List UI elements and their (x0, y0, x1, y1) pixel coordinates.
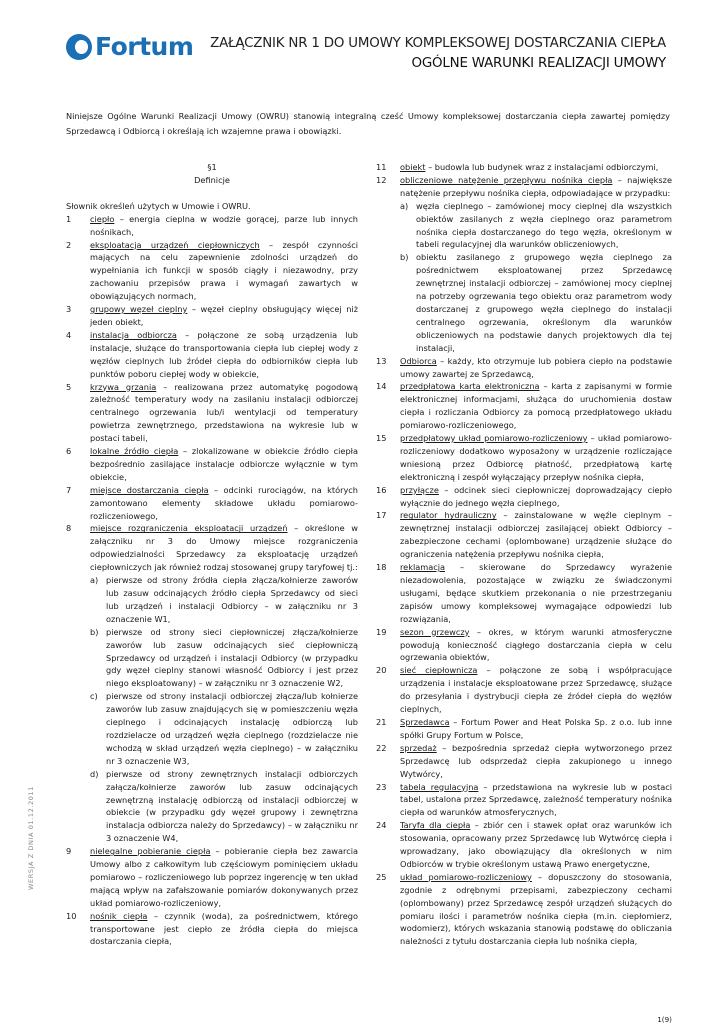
definition-item (376, 174, 672, 355)
definition-term: regulator hydrauliczny (400, 510, 497, 521)
definition-text (400, 561, 672, 626)
definition-term: sieć ciepłownicza (400, 665, 478, 676)
definition-term: Odbiorca (400, 355, 437, 366)
definition-number: 5 (66, 381, 72, 392)
definition-number: 25 (376, 871, 387, 882)
definition-body: – dopuszczony do stosowania, zgodnie z odrębnymi przepisami, zabezpieczony cechami (oplombowany) przez Sprzedawcę zespół urządzeń służących do pomiaru ilości i parametrów nośnika ciepła (m.in. ciepłomierz, wodomierz), których wskazania stanowią podstawę do obliczania należności z tytułu dostarczania ciepła lub nośnika ciepła, (400, 871, 672, 947)
definition-term: miejsce dostarczania ciepła (90, 484, 209, 495)
version-note: WERSJA Z DNIA 01.12.2011 (27, 786, 35, 890)
definition-number: 13 (376, 355, 387, 366)
subitem-text: pierwsze od strony źródła ciepła złącza/kołnierze zaworów lub zasuw odcinających źródło ciepła Sprzedawcy od sieci lub urządzeń i instalacji Odbiorcy – w załączniku nr 3 oznaczenie W1, (106, 575, 358, 624)
definition-number: 6 (66, 446, 72, 457)
definition-text (400, 626, 672, 665)
definition-item (66, 445, 358, 484)
definition-term: reklamacja (400, 562, 446, 573)
definition-text (90, 522, 358, 845)
definition-text (90, 239, 358, 304)
definition-text (400, 819, 672, 871)
subitem-text: obiektu zasilanego z grupowego węzła cieplnego za pośrednictwem eksploatowanej przez Sprzedawcę zewnętrznej instalacji odbiorczej – zamówionej mocy cieplnej na potrzeby ogrzewania tego obiektu oraz parametrom wody dostarczanej z grupowego węzła cieplnego do instalacji centralnego ogrzewania, określonym dla warunków obliczeniowych na podstawie danych projektowych dla tej instalacji, (416, 252, 672, 353)
definition-number: 21 (376, 716, 387, 727)
subitem-letter: b) (90, 626, 99, 637)
definition-body: – odcinek sieci ciepłowniczej doprowadzający ciepło wyłącznie do jednego węzła cieplnego, (400, 484, 672, 508)
definition-text (400, 871, 672, 948)
definition-item (376, 871, 672, 948)
definition-term: Sprzedawca (400, 716, 450, 727)
definition-body: – pobieranie ciepła bez zawarcia Umowy albo z całkowitym lub częściowym pominięciem układu pomiarowo – rozliczeniowego lub poprzez ingerencję w ten układ mającą wpływ na zafałszowanie pomiarów dokonywanych przez układ pomiarowo-rozliczeniowy, (90, 846, 358, 908)
definition-body: – skierowane do Sprzedawcy wyrażenie niezadowolenia, pozostające w związku ze świadczonymi usługami, będące skutkiem przekonania o nie przestrzeganiu zapisów umowy kompleksowej wymagające odpowiedzi lub rozwiązania, (400, 562, 672, 624)
definition-item (66, 329, 358, 381)
subitem-text: pierwsze od strony instalacji odbiorczej złącza/lub kołnierze zaworów lub zasuw znajdujących się w pomieszczeniu węzła cieplnego i odcinających instalację odbiorczą lub rozdzielacze od urządzeń węzła cieplnego (rozdzielacze nie wchodzą w skład urządzeń węzła cieplnego) – w załączniku nr 3 oznaczenie W3, (106, 691, 358, 766)
definition-text (400, 355, 672, 381)
definition-text (400, 174, 672, 355)
definition-text (400, 781, 672, 820)
definition-term: miejsce rozgraniczenia eksploatacji urządzeń (90, 523, 288, 534)
definition-item (376, 432, 672, 484)
page-number: 1(9) (657, 1015, 672, 1024)
definition-body: – połączone ze sobą i współpracujące urządzenia i instalacje eksploatowane przez Sprzedawcę, służące do przesyłania i dystrybucji ciepła ze źródeł ciepła do węzłów cieplnych, (400, 665, 672, 715)
subitem-text: pierwsze od strony zewnętrznych instalacji odbiorczych załącza/kołnierze zaworów lub zasuw odcinających zewnętrzną instalację odbiorczą od instalacji odbiorczej w obiekcie (w przypadku gdy węzeł grupowy i zewnętrzna instalacja odbiorcza należy do Sprzedawcy) – w załączniku nr 3 oznaczenie W4, (106, 768, 358, 844)
definition-item (66, 239, 358, 304)
definition-text (90, 484, 358, 523)
definition-body: – zlokalizowane w obiekcie źródło ciepła bezpośrednio zasilające instalacje odbiorcze wyłącznie w tym obiekcie, (90, 446, 358, 482)
subitem-letter: a) (400, 200, 409, 211)
definition-item (376, 742, 672, 781)
definition-subitem (90, 626, 358, 691)
definition-item (376, 819, 672, 871)
definition-term: Taryfa dla ciepła (400, 820, 471, 831)
definition-term: tabela regulacyjna (400, 781, 479, 792)
definition-number: 19 (376, 626, 387, 637)
subitem-text: węzła cieplnego – zamówionej mocy cieplnej dla wszystkich obiektów zasilanych z węzła cieplnego oraz parametrom nośnika ciepła dostarczanego do tego węzła, określonym w tabeli regulacyjnej dla warunków obliczeniowych, (416, 200, 672, 250)
definition-number: 20 (376, 665, 387, 676)
dictionary-intro: Słownik określeń użytych w Umowie i OWRU. (66, 200, 251, 211)
definition-body: – okres, w którym warunki atmosferyczne powodują konieczność ciągłego dostarczania ciepła w celu ogrzewania obiektów, (400, 626, 672, 663)
definition-item (376, 781, 672, 820)
definition-body: – określone w załączniku nr 3 do Umowy miejsce rozgraniczenia odpowiedzialności Sprzedawcy za eksploatację urządzeń ciepłowniczych jak również rodzaj stosowanej grupy taryfowej tj.: (90, 523, 358, 573)
definition-number: 8 (66, 523, 72, 534)
definition-term: lokalne źródło ciepła (90, 446, 179, 457)
intro-paragraph: Niniejsze Ogólne Warunki Realizacji Umowy (OWRU) stanowią integralną cześć Umowy kompleksowej dostarczania ciepła zawartej pomiędzy Sprzedawcą i Odbiorcą i określają ich wzajemne prawa i obowiązki. (66, 111, 670, 136)
definition-text (90, 445, 358, 484)
definition-term: obliczeniowe natężenie przepływu nośnika ciepła (400, 174, 613, 185)
definition-body: – połączone ze sobą urządzenia lub instalacje, służące do transportowania ciepła lub ciepłej wody z węzłów cieplnych lub źródeł ciepła do odbiorników ciepła lub punktów poboru ciepłej wody w obiekcie, (90, 329, 358, 379)
definition-term: przyłącze (400, 484, 439, 495)
definition-term: eksploatacja urządzeń ciepłowniczych (90, 239, 260, 250)
definition-body: – węzeł cieplny obsługujący więcej niż jeden obiekt, (90, 304, 358, 327)
definition-item (66, 845, 358, 910)
header-title: ZAŁĄCZNIK NR 1 DO UMOWY KOMPLEKSOWEJ DOSTARCZANIA CIEPŁA (210, 36, 666, 51)
definition-text (90, 910, 358, 949)
definition-number: 7 (66, 484, 72, 495)
definition-term: układ pomiarowo-rozliczeniowy (400, 871, 532, 882)
definition-body: – karta z zapisanymi w formie elektronicznej informacjami, służąca do uruchomienia dostaw ciepła i rozliczania Odbiorcy za pomocą przedpłatowego układu pomiarowo-rozliczeniowego, (400, 381, 672, 431)
definition-number: 15 (376, 433, 387, 444)
definition-item (376, 561, 672, 626)
definition-number: 23 (376, 781, 387, 792)
definition-body: – każdy, kto otrzymuje lub pobiera ciepło na podstawie umowy zawartej ze Sprzedawcą, (400, 355, 672, 379)
definition-term: obiekt (400, 162, 426, 172)
subitem-text: pierwsze od strony sieci ciepłowniczej złącza/kołnierze zaworów lub zasuw odcinających sieć ciepłowniczą Sprzedawcy od urządzeń i instalacji Odbiorcy (w przypadku gdy węzeł cieplny stanowi własność Odbiorcy i jest przez niego eksploatowany) – w załączniku nr 3 oznaczenie W2, (106, 626, 358, 689)
definition-item (66, 303, 358, 329)
definition-item (66, 484, 358, 523)
subitem-letter: a) (90, 575, 99, 586)
definition-number: 22 (376, 742, 387, 753)
definition-number: 12 (376, 174, 387, 185)
definition-text (90, 303, 358, 329)
definition-text (90, 213, 358, 239)
definition-number: 1 (66, 213, 72, 224)
definition-text (90, 845, 358, 910)
definition-item (376, 664, 672, 716)
definition-term: nielegalne pobieranie ciepła (90, 846, 211, 857)
definition-body: – odcinki rurociągów, na których zamontowano elementy składowe układu pomiarowo-rozliczeniowego, (90, 484, 358, 521)
definition-body: – zbiór cen i stawek opłat oraz warunków ich stosowania, opracowany przez Sprzedawcę lub Wytwórcę ciepła i wprowadzany, jako obowiązujący dla określonych w nim Odbiorców w trybie określonym ustawą Prawo energetyczne, (400, 820, 672, 869)
definition-list-right (376, 161, 672, 948)
definition-number: 16 (376, 484, 387, 495)
definition-item (66, 213, 358, 239)
definition-item (376, 716, 672, 742)
definition-number: 2 (66, 239, 72, 250)
definition-subitem (90, 690, 358, 767)
definition-list-left (66, 213, 358, 949)
definition-subitem (400, 200, 672, 252)
definition-term: przedpłatowa karta elektroniczna (400, 381, 540, 392)
definition-item (66, 522, 358, 845)
fortum-logo (66, 32, 193, 61)
definition-body: – energia cieplna w wodzie gorącej, parze lub innych nośnikach, (90, 213, 358, 237)
definition-item (376, 484, 672, 510)
definition-text (400, 664, 672, 716)
definition-term: nośnik ciepła (90, 910, 148, 921)
logo-text: Fortum (95, 32, 194, 61)
definition-number: 10 (66, 910, 77, 921)
definition-subitem (400, 251, 672, 354)
definition-subitem (90, 768, 358, 845)
definition-term: ciepło (90, 213, 115, 224)
definition-body: – przedstawiona na wykresie lub w postaci tabel, ustalona przez Sprzedawcę, zależność temperatury nośnika ciepła od warunków atmosferycznych, (400, 781, 672, 818)
definition-term: grupowy węzeł cieplny (90, 304, 188, 315)
fortum-logo-icon (66, 34, 92, 60)
definition-number: 9 (66, 846, 72, 857)
definition-item (376, 355, 672, 381)
section-number: §1 (207, 162, 217, 172)
definition-term: sezon grzewczy (400, 626, 470, 637)
definition-term: przedpłatowy układ pomiarowo-rozliczeniowy (400, 433, 588, 444)
definition-text (400, 509, 672, 561)
definition-item (66, 910, 358, 949)
definition-text (400, 484, 672, 510)
definition-body: – największe natężenie przepływu nośnika ciepła, odpowiadające w przypadku: (400, 174, 672, 198)
definition-item (376, 380, 672, 432)
definition-body: – Fortum Power and Heat Polska Sp. z o.o. lub inne spółki Grupy Fortum w Polsce, (400, 716, 672, 740)
subitem-letter: b) (400, 252, 409, 263)
header-subtitle: OGÓLNE WARUNKI REALIZACJI UMOWY (411, 56, 666, 71)
definition-body: – budowla lub budynek wraz z instalacjami odbiorczymi, (425, 162, 659, 172)
definition-term: instalacja odbiorcza (90, 329, 177, 340)
definition-number: 11 (376, 162, 387, 172)
subitem-letter: c) (90, 691, 98, 702)
definition-body: – czynnik (woda), za pośrednictwem, którego transportowane jest ciepło ze źródła ciepła do miejsca dostarczania ciepła, (90, 910, 358, 947)
definition-body: – bezpośrednia sprzedaż ciepła wytworzonego przez Sprzedawcę lub odsprzedaż ciepła zakupionego u innego Wytwórcy, (400, 742, 672, 779)
definition-number: 4 (66, 329, 72, 340)
definition-term: krzywa grzania (90, 381, 157, 392)
definition-body: – układ pomiarowo-rozliczeniowy dodatkowo wyposażony w urządzenie rozliczające wniesioną przez Odbiorcę płatność, przedpłatową kartę elektroniczną i zespół wyłączający przepływ nośnika ciepła, (400, 433, 672, 482)
definition-body: – zespół czynności mających na celu zapewnienie zdolności urządzeń do wypełniania ich funkcji w sposób ciągły i niezawodny, przy zachowaniu przepisów prawa i wymagań zawartych w obowiązujących normach, (90, 239, 359, 302)
definition-item (376, 161, 672, 174)
definition-item (376, 509, 672, 561)
definition-text (400, 161, 672, 174)
definition-item (66, 381, 358, 446)
definition-text (400, 716, 672, 742)
definition-subitem (90, 574, 358, 626)
definition-number: 24 (376, 820, 387, 831)
definition-number: 3 (66, 304, 72, 315)
definition-body: – zainstalowane w węźle cieplnym – zewnętrznej instalacji odbiorczej zasilającej obiekt Odbiorcy – zabezpieczone cechami (oplombowane) urządzenie służące do ograniczenia natężenia przepływu nośnika ciepła, (400, 510, 672, 560)
definition-text (90, 329, 358, 381)
subitem-letter: d) (90, 768, 99, 779)
definition-text (400, 742, 672, 781)
definition-term: sprzedaż (400, 742, 437, 753)
definition-text (90, 381, 358, 446)
definition-number: 14 (376, 381, 387, 392)
section-title: Definicje (194, 174, 230, 185)
right-column (376, 161, 672, 948)
definition-body: – realizowana przez automatykę pogodową zależność temperatury wody na zasilaniu instalacji odbiorczej centralnego ogrzewania lub/i wentylacji od temperatury powietrza zewnętrznego, przedstawiona na wykresie lub w postaci tabeli, (90, 381, 358, 444)
definition-text (400, 432, 672, 484)
definition-number: 17 (376, 510, 387, 521)
left-column (66, 161, 358, 948)
definition-number: 18 (376, 562, 387, 573)
definition-text (400, 380, 672, 432)
definition-item (376, 626, 672, 665)
